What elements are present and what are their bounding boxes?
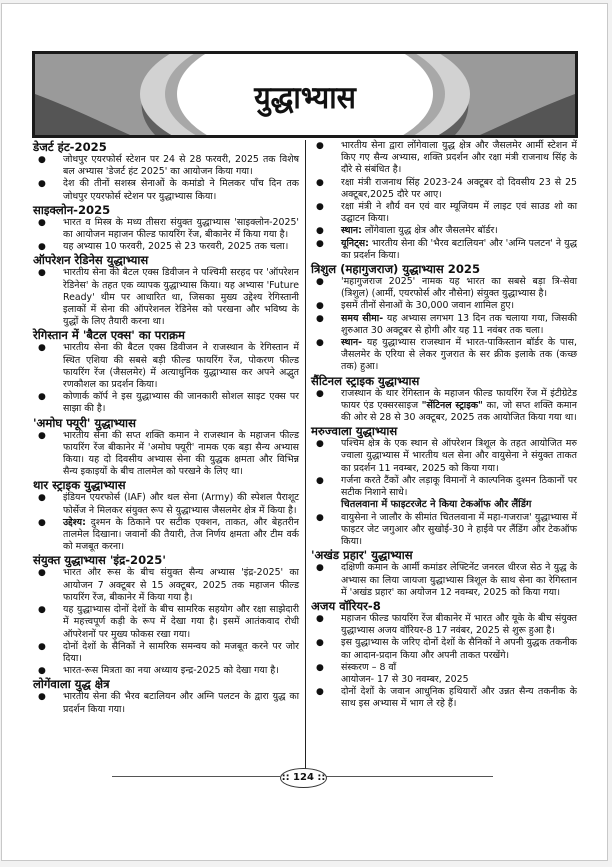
section-heading: मरुज्वाला युद्धाभ्यास	[311, 424, 398, 439]
list-item	[311, 313, 577, 337]
section-heading: थार स्ट्राइक युद्धाभ्यास	[33, 478, 126, 493]
bullet-icon: ●	[38, 343, 46, 354]
bullet-icon: ●	[38, 179, 46, 190]
list-item	[311, 140, 577, 177]
item-text: भारतीय सेना की बैटल एक्स डिवीजन ने पश्चिमी सरहद पर 'ऑपरेशन रेडिनेस' के तहत एक व्यापक युद्धाभ्यास किया। यह अभ्यास 'Future Ready' थीम पर आधारित था, जिसका मुख्य उद्देश्य रेगिस्तानी इलाकों में सेना की ऑपरेशनल रेडिनेस को परखना और भविष्य के युद्धों के लिए तैयारी करना था।	[63, 267, 299, 328]
bullet-icon: ●	[316, 301, 324, 312]
bullet-icon: ●	[38, 692, 46, 703]
section	[33, 203, 299, 254]
bullet-list	[33, 567, 299, 677]
item-text: राजस्थान के थार रेगिस्तान के महाजन फील्ड फायरिंग रेंज में इंटीग्रेटेड फायर एंड एक्सरसाइज	[341, 387, 577, 411]
bullet-icon: ●	[38, 641, 46, 652]
bullet-icon: ●	[316, 687, 324, 698]
bullet-list	[311, 562, 577, 599]
list-item	[33, 691, 299, 715]
item-text: का, जो सप्त शक्ति कमान की ओर से 28 से 30 अक्टूबर, 2025 तक आयोजित किया गया था।	[341, 399, 578, 424]
list-item	[33, 342, 299, 391]
bullet-list	[311, 388, 577, 425]
bullet-icon: ●	[316, 439, 324, 450]
bullet-icon: ●	[316, 614, 324, 624]
section	[33, 553, 299, 677]
bullet-icon: ●	[316, 313, 324, 324]
item-text: रक्षा मंत्री ने शौर्य वन एवं वार म्यूजियम में लाइट एवं साउड शो का उद्घाटन किया।	[341, 201, 577, 225]
left-column	[33, 140, 299, 716]
list-item	[33, 492, 299, 516]
bullet-list	[33, 217, 299, 254]
section	[33, 478, 299, 553]
page-number: :: 124 ::	[280, 768, 327, 788]
item-text: यह युद्धाभ्यास राजस्थान में भारत-पाकिस्तान बॉर्डर के पास, जैसलमेर के एरिया से लेकर गुजरात के सर क्रीक इलाके तक (कच्छ तक) हुआ।	[341, 337, 577, 373]
footer-rule-right	[325, 776, 493, 777]
list-item	[311, 637, 577, 661]
item-text: महाजन फील्ड फायरिंग रेंज बीकानेर में भारत और यूके के बीच संयुक्त युद्धाभ्यास अजय वॉरियर-8 17 नवंबर, 2025 से शुरू हुआ है।	[341, 613, 577, 637]
list-item	[311, 562, 577, 599]
item-text: इंडियन एयरफोर्स (IAF) और थल सेना (Army) की स्पेशल पैराशूट फोर्सेज ने मिलकर संयुक्त रूप से युद्धाभ्यास जैसलमेर क्षेत्र में किया है।	[63, 492, 299, 516]
section-heading: संयुक्त युद्धाभ्यास 'इंद्र-2025'	[33, 553, 166, 568]
list-item	[311, 475, 577, 499]
list-item	[311, 388, 577, 425]
section	[33, 416, 299, 479]
item-text: भारतीय सेना की सप्त शक्ति कमान ने राजस्थान के महाजन फील्ड फायरिंग रेंज बीकानेर में 'अमोघ फ्यूरी' नामक एक बड़ा सैन्य अभ्यास किया। यह दो दिवसीय अभ्यास सेना की युद्धक क्षमता और विभिन्न सैन्य इकाइयों के बीच तालमेल को परखने के लिए था।	[63, 429, 299, 478]
sub-heading: चितलवाना में फाइटरजेट ने किया टेकऑफ और लैंडिंग	[341, 499, 532, 511]
list-item	[33, 241, 299, 253]
section-heading: सैंटिनल स्ट्राइक युद्धाभ्यास	[311, 373, 420, 388]
bullet-list	[33, 154, 299, 203]
item-text: जोधपुर एयरफोर्स स्टेशन पर 24 से 28 फरवरी, 2025 तक विशेष बल अभ्यास 'डेजर्ट हंट 2025' का आयोजन किया गया।	[63, 154, 299, 178]
section-heading: लोगेंवाला युद्ध क्षेत्र	[33, 677, 110, 692]
item-text: पश्चिम क्षेत्र के एक स्थान से ऑपरेशन त्रिशूल के तहत आयोजित मरु ज्वाला युद्धाभ्यास में भारतीय थल सेना और वायुसेना ने संयुक्त ताकत का प्रदर्शन 11 नवम्बर, 2025 को किया गया।	[341, 438, 577, 474]
item-text: इस युद्धाभ्यास के जरिए दोनों देशों के सैनिकों ने अपनी युद्धक तकनीक का आदान-प्रदान किया और अपनी ताकत परखेंगे।	[341, 637, 577, 661]
item-text: भारतीय सेना द्वारा लोंगेवाला युद्ध क्षेत्र और जैसलमेर आर्मी स्टेशन में किए गए सैन्य अभ्यास, शक्ति प्रदर्शन और रक्षा मंत्री राजनाथ सिंह के दौरे से संबंधित है।	[341, 140, 577, 176]
item-text: 'महागुजराज 2025' नामक यह भारत का सबसे बड़ा त्रि-सेवा (त्रिशुल) (आर्मी, एयरफोर्स और नौसेना) संयुक्त युद्धाभ्यास है।	[341, 276, 577, 300]
bullet-list	[311, 140, 577, 262]
list-item	[33, 567, 299, 604]
list-item	[311, 686, 577, 710]
bullet-icon: ●	[38, 155, 46, 165]
item-line: संस्करण – 8 वाँ	[341, 661, 397, 673]
bullet-icon: ●	[316, 202, 324, 213]
item-label: समय सीमा-	[341, 312, 384, 324]
bullet-icon: ●	[38, 605, 46, 616]
list-item	[33, 217, 299, 241]
bullet-icon: ●	[316, 662, 324, 673]
list-item	[33, 641, 299, 665]
section-heading: अजय वॉरियर-8	[311, 599, 381, 613]
section-heading: 'अखंड प्रहार' युद्धाभ्यास	[311, 548, 413, 563]
list-item	[33, 391, 299, 415]
bullet-icon: ●	[316, 141, 324, 151]
item-text: दुश्मन के ठिकाने पर सटीक एक्शन, ताकत, और बेहतरीन तालमेल दिखाना। जवानों की तैयारी, तेज निर्णय क्षमता और टीम वर्क को मजबूत करना।	[63, 516, 299, 553]
section	[311, 140, 577, 262]
bullet-icon: ●	[316, 338, 324, 349]
item-label: उद्देश्य:	[63, 516, 86, 528]
bullet-list	[311, 613, 577, 711]
item-line: आयोजन- 17 से 30 नवम्बर, 2025	[341, 674, 469, 686]
item-text: रक्षा मंत्री राजनाथ सिंह 2023-24 अक्टूबर दो दिवसीय 23 से 25 अक्टूबर,2025 दौरे पर आए।	[341, 176, 577, 200]
list-item	[311, 177, 577, 201]
list-item	[33, 178, 299, 202]
list-item	[311, 613, 577, 637]
list-item	[311, 276, 577, 300]
section	[311, 424, 577, 548]
item-text: वायुसेना ने जालौर के सीमांत चितलवाना में महा-गजराज' युद्धाभ्यास में फाइटर जेट जगुआर और सुखोई-30 ने हाईवे पर लैंडिंग और टेकऑफ किया।	[341, 511, 577, 548]
column-divider	[305, 140, 306, 776]
bullet-list	[33, 430, 299, 479]
section	[311, 374, 577, 425]
bullet-list	[311, 438, 577, 499]
bullet-list	[311, 512, 577, 549]
item-label: स्थान:	[341, 225, 362, 237]
item-label: यूनिट्स:	[341, 237, 369, 249]
section	[311, 548, 577, 599]
page-title: युद्धाभ्यास	[254, 80, 356, 116]
bullet-icon: ●	[316, 238, 324, 249]
bullet-icon: ●	[316, 638, 324, 649]
item-text: यह युद्धाभ्यास दोनों देशों के बीच सामरिक सहयोग और रक्षा साझेदारी में महत्त्वपूर्ण कड़ी के रूप में देखा गया है। इसमें आतंकवाद रोधी ऑपरेशनों पर मुख्य फोकस रखा गया।	[63, 604, 299, 640]
bullet-icon: ●	[316, 226, 324, 237]
section	[33, 253, 299, 328]
item-text: इसमें तीनों सेनाओं के 30,000 जवान शामिल हुए।	[341, 300, 515, 312]
bullet-list	[33, 267, 299, 328]
item-text: कोणार्क कॉर्प ने इस युद्धाभ्यास की जानकारी सोशल साइट एक्स पर साझा की है।	[63, 391, 299, 415]
item-text: भारतीय सेना की भैरव बटालियन और अग्नि पलटन के द्वारा युद्ध का प्रदर्शन किया गया।	[63, 691, 299, 715]
item-text: देश की तीनों सशस्त्र सेनाओं के कमांडो ने मिलकर पाँच दिन तक जोधपुर एयरफोर्स स्टेशन पर युद्धाभ्यास किया।	[63, 178, 299, 202]
bullet-icon: ●	[316, 277, 324, 288]
item-text: दक्षिणी कमान के आर्मी कमांडर लेफ्टिनेंट जनरल धीरज सेठ ने युद्ध के अभ्यास का लिया जायजा युद्धाभ्यास त्रिशूल के साथ सेना का रेगिस्तान में 'अखंड प्रहार' का अयोजन 12 नवम्बर, 2025 को किया गया।	[341, 562, 577, 598]
list-item	[311, 238, 577, 262]
bullet-icon: ●	[38, 568, 46, 579]
item-text: भारतीय सेना की 'भैरव बटालियन' और 'अग्नि पलटन' ने युद्ध का प्रदर्शन किया।	[341, 237, 577, 261]
list-item	[311, 337, 577, 374]
bullet-list	[33, 492, 299, 553]
footer-rule-left	[112, 776, 280, 777]
list-item	[33, 665, 299, 677]
bullet-list	[33, 342, 299, 415]
item-text: दोनों देशों के सैनिकों ने सामरिक समन्वय को मजबूत करने पर जोर दिया।	[63, 640, 299, 664]
list-item	[33, 267, 299, 328]
section	[33, 677, 299, 715]
bullet-icon: ●	[38, 217, 46, 228]
list-item	[311, 225, 577, 237]
title-banner	[32, 51, 578, 138]
bullet-icon: ●	[38, 666, 46, 677]
bullet-icon: ●	[38, 430, 46, 441]
section-heading: 'अमोघ फ्यूरी' युद्धाभ्यास	[33, 415, 136, 430]
bullet-icon: ●	[316, 177, 324, 188]
list-item	[33, 517, 299, 554]
item-text: भारत और रूस के बीच संयुक्त सैन्य अभ्यास 'इंद्र-2025' का आयोजन 7 अक्टूबर से 15 अक्टूबर, 2025 तक महाजन फील्ड फायरिंग रेंज, बीकानेर में किया गया है।	[63, 567, 299, 603]
item-text: भारत व मिस्त्र के मध्य तीसरा संयुक्त युद्धाभ्यास 'साइक्लोन-2025' का आयोजन महाजन फील्ड फायरिंग रेंज, बीकानेर में किया गया है।	[63, 216, 299, 241]
bullet-list	[311, 276, 577, 374]
bullet-icon: ●	[38, 493, 46, 504]
bullet-icon: ●	[316, 475, 324, 486]
list-item	[33, 154, 299, 178]
section-heading: रेगिस्तान में 'बैटल एक्स' का पराक्रम	[33, 328, 185, 343]
list-item	[311, 662, 577, 686]
right-column	[311, 140, 577, 711]
bullet-icon: ●	[316, 388, 324, 399]
section-heading: त्रिशुल (महागुजराज) युद्धाभ्यास 2025	[311, 262, 481, 277]
section	[33, 328, 299, 415]
document-page	[1, 3, 608, 861]
bullet-icon: ●	[38, 268, 46, 279]
list-item	[311, 201, 577, 225]
section	[311, 262, 577, 374]
item-text: लोंगेवाला युद्ध क्षेत्र और जैसलमेर बॉर्डर।	[361, 225, 498, 237]
list-item	[311, 438, 577, 475]
list-item	[33, 430, 299, 479]
section-heading: ऑपरेशन रेडिनेस युद्धाभ्यास	[33, 253, 149, 268]
section-heading: डेजर्ट हंट-2025	[33, 140, 107, 154]
bullet-icon: ●	[38, 242, 46, 253]
section	[311, 599, 577, 711]
bullet-icon: ●	[38, 517, 46, 528]
section-heading: साइक्लोन-2025	[33, 202, 111, 217]
list-item	[311, 512, 577, 549]
item-emphasis: "सेंटिनल स्ट्राइक"	[421, 399, 483, 411]
list-item	[311, 300, 577, 312]
bullet-list	[33, 691, 299, 715]
bullet-icon: ●	[38, 392, 46, 403]
item-text: भारत-रूस मित्रता का नया अध्याय इन्द्र-2025 को देखा गया है।	[63, 665, 279, 677]
item-label: स्थान-	[341, 337, 362, 349]
bullet-icon: ●	[316, 512, 324, 523]
item-text: यह अभ्यास 10 फरवरी, 2025 से 23 फरवरी, 2025 तक चला।	[63, 241, 289, 253]
section	[33, 140, 299, 203]
list-item	[33, 604, 299, 641]
item-text: यह अभ्यास लगभग 13 दिन तक चलाया गया, जिसकी शुरुआत 30 अक्टूबर से होगी और यह 11 नवंबर तक चला।	[341, 312, 577, 336]
bullet-icon: ●	[316, 563, 324, 574]
item-text: गर्जना करते टैंकों और लड़ाकू विमानों ने काल्पनिक दुश्मन ठिकानों पर सटीक निशाने साधे।	[341, 474, 577, 499]
item-text: दोनों देशों के जवान आधुनिक हथियारों और उन्नत सैन्य तकनीक के साथ इस अभ्यास में भाग ले रहे हैं।	[341, 686, 577, 710]
item-text: भारतीय सेना की बैटल एक्स डिवीजन ने राजस्थान के रेगिस्तान में स्थित एशिया की सबसे बड़ी फील्ड फायरिंग रेंज, पोकरण फील्ड फायरिंग रेंज (जैसलमेर) में अत्याधुनिक युद्धाभ्यास कर अपने अद्भुत रणकौशल का प्रदर्शन किया।	[63, 342, 299, 391]
